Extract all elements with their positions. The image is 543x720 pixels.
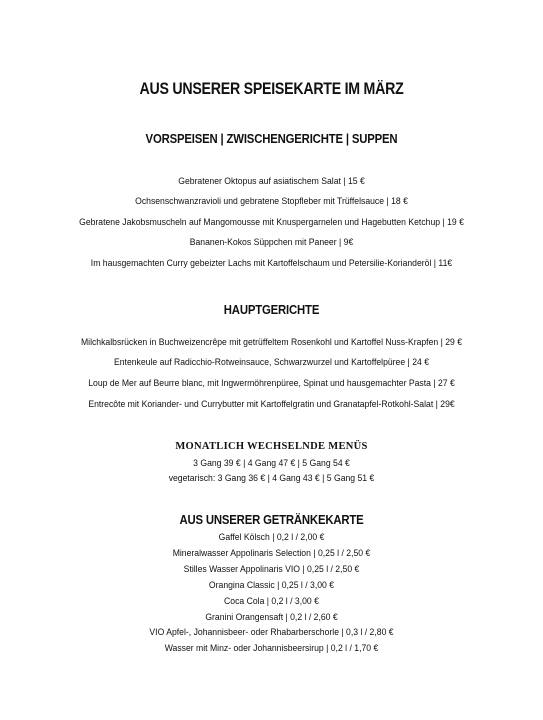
starter-item: Ochsenschwanzravioli und gebratene Stopfleber mit Trüffelsauce | 18 € bbox=[135, 196, 408, 207]
starter-item: Gebratene Jakobsmuscheln auf Mangomousse mit Knuspergarnelen und Hagebutten Ketchup | 19 € bbox=[79, 217, 464, 228]
monthly-menu-line: vegetarisch: 3 Gang 36 € | 4 Gang 43 € | 5 Gang 51 € bbox=[168, 473, 375, 484]
starters-heading: VORSPEISEN | ZWISCHENGERICHTE | SUPPEN bbox=[145, 131, 398, 146]
drink-item: Granini Orangensaft | 0,2 l / 2,60 € bbox=[205, 612, 338, 623]
drink-item: Mineralwasser Appolinaris Selection | 0,25 l / 2,50 € bbox=[172, 548, 371, 559]
main-item: Entrecôte mit Koriander- und Currybutter mit Kartoffelgratin und Granatapfel-Rotkohl-Salat | 29€ bbox=[88, 399, 455, 410]
drink-item: Wasser mit Minz- oder Johannisbeersirup | 0,2 l / 1,70 € bbox=[164, 643, 379, 654]
drinks-heading: AUS UNSERER GETRÄNKEKARTE bbox=[179, 512, 364, 527]
drink-item: Gaffel Kölsch | 0,2 l / 2,00 € bbox=[218, 532, 325, 543]
drink-item: VIO Apfel-, Johannisbeer- oder Rhabarberschorle | 0,3 l / 2,80 € bbox=[149, 627, 394, 638]
main-item: Loup de Mer auf Beurre blanc, mit Ingwermöhrenpüree, Spinat und hausgemachter Pasta | 27 € bbox=[88, 378, 455, 389]
main-item: Milchkalbsrücken in Buchweizencrêpe mit getrüffeltem Rosenkohl und Kartoffel Nuss-Krapfen | 29 € bbox=[80, 337, 463, 348]
monthly-menus-heading: MONATLICH WECHSELNDE MENÜS bbox=[175, 441, 368, 452]
drink-item: Coca Cola | 0,2 l / 3,00 € bbox=[224, 596, 319, 607]
starter-item: Gebratener Oktopus auf asiatischem Salat | 15 € bbox=[178, 176, 365, 187]
starter-item: Im hausgemachten Curry gebeizter Lachs mit Kartoffelschaum und Petersilie-Korianderöl | 11€ bbox=[90, 258, 453, 269]
starter-item: Bananen-Kokos Süppchen mit Paneer | 9€ bbox=[189, 237, 354, 248]
mains-heading: HAUPTGERICHTE bbox=[223, 302, 320, 317]
page-title: AUS UNSERER SPEISEKARTE IM MÄRZ bbox=[139, 80, 404, 98]
main-item: Entenkeule auf Radicchio-Rotweinsauce, Schwarzwurzel und Kartoffelpüree | 24 € bbox=[113, 357, 430, 368]
drink-item: Stilles Wasser Appolinaris VIO | 0,25 l / 2,50 € bbox=[183, 564, 360, 575]
monthly-menu-line: 3 Gang 39 € | 4 Gang 47 € | 5 Gang 54 € bbox=[193, 458, 350, 469]
drink-item: Orangina Classic | 0,25 l / 3,00 € bbox=[208, 580, 335, 591]
